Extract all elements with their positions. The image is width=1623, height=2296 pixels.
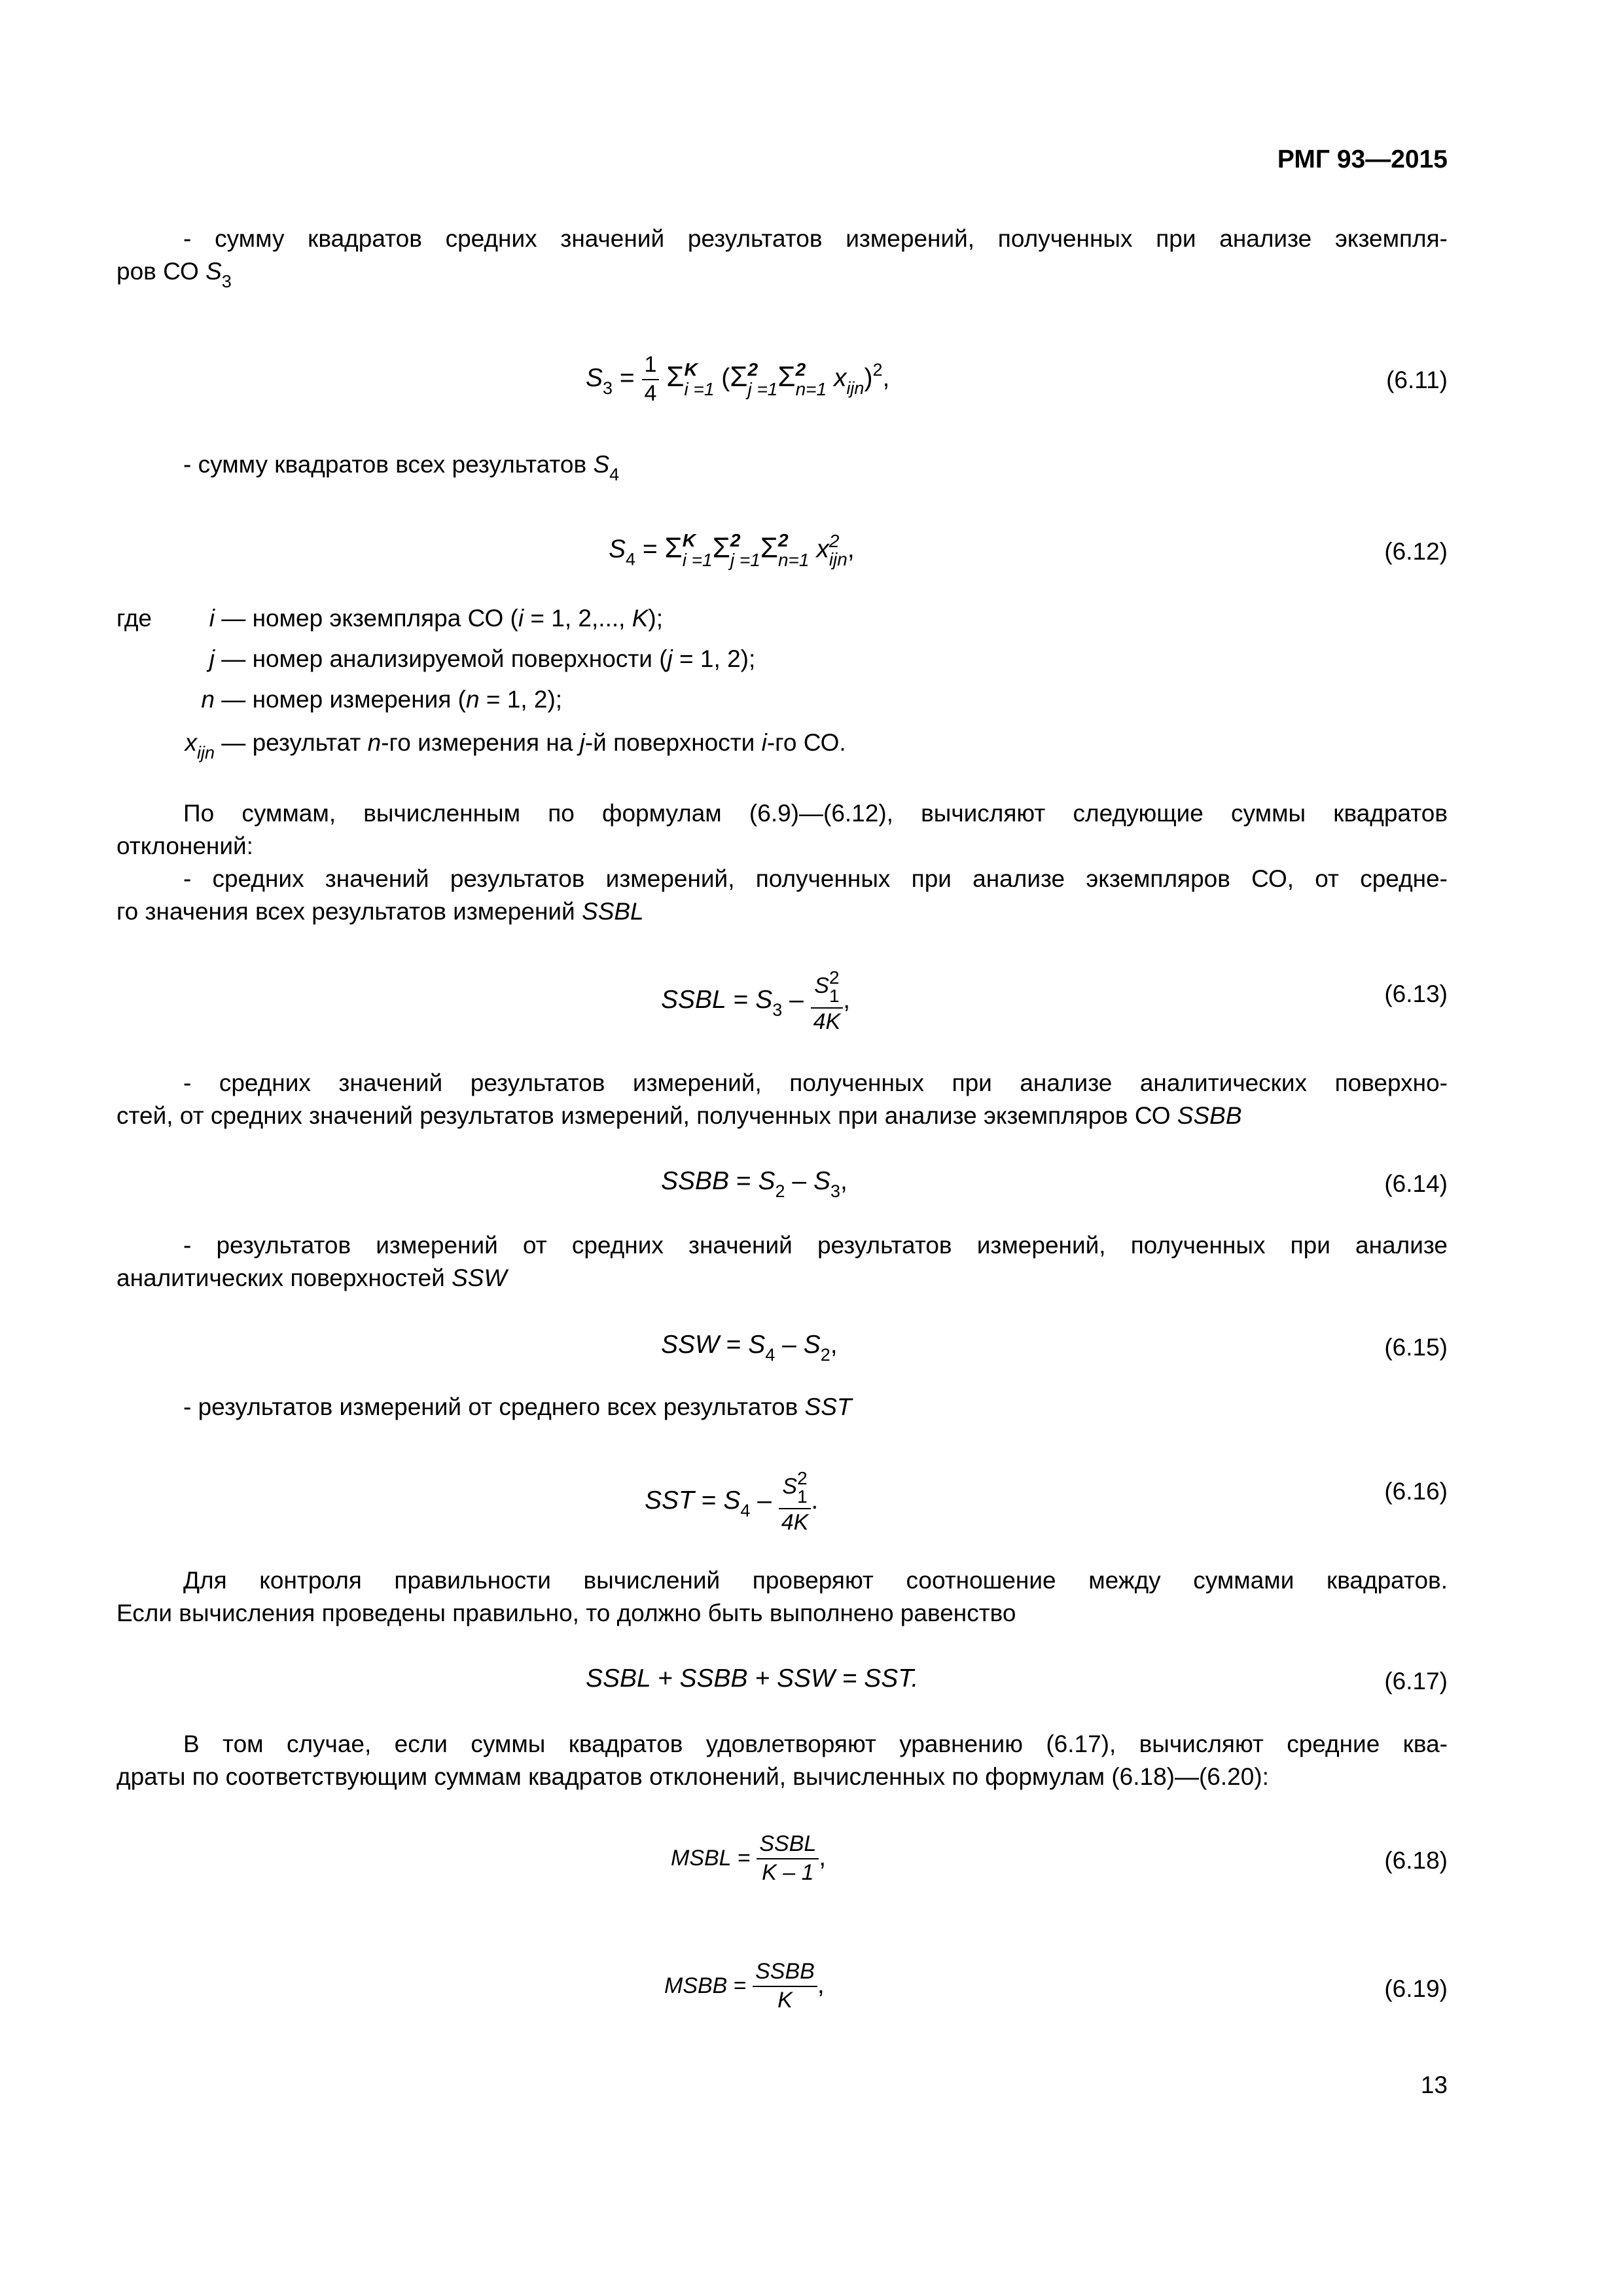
where-dash: — [215, 729, 253, 756]
numerator-symbol: S [814, 973, 829, 998]
equation-number-6-17: (6.17) [1384, 1668, 1448, 1695]
eq-lhs: SST [645, 1486, 694, 1515]
sum-symbol: Σ [666, 360, 685, 393]
eq-expression: SSBL + SSBB + SSW = SST. [586, 1664, 919, 1693]
eq-equals: = [694, 1486, 724, 1515]
sum-symbol: Σ [664, 531, 683, 564]
where-var: i [761, 729, 767, 756]
sum-limits: 2 n=1 [777, 530, 810, 570]
eq-term: S [755, 986, 773, 1014]
fraction [753, 1960, 817, 2012]
where-var: j [667, 645, 673, 672]
eq-term: S [723, 1486, 741, 1515]
sum-limits: 2 n=1 [795, 359, 827, 399]
numerator-text: SSBB [755, 1959, 815, 1984]
var-x-sub: ijn [846, 378, 865, 398]
symbol-subscript: 3 [221, 272, 232, 291]
where-dash: — [215, 686, 253, 713]
equation-number-6-18: (6.18) [1384, 1847, 1448, 1874]
numerator-sup: 2 [829, 967, 840, 988]
eq-equals: = [635, 535, 665, 564]
paragraph-text: стей, от средних значений результатов измерений, полученных при анализе экземпляров СО [116, 1102, 1177, 1129]
eq-term: S [748, 1331, 766, 1359]
var-x: x [816, 535, 829, 564]
comma: , [817, 1970, 825, 1999]
paragraph-text: аналитических поверхностей [116, 1265, 452, 1291]
symbol-ssbb: SSBB [1177, 1102, 1242, 1129]
eq-lhs: S [609, 535, 626, 564]
fraction-numerator: 1 [642, 353, 660, 380]
eq-equals: = [719, 1331, 749, 1359]
where-text: номер измерения ( [252, 686, 466, 713]
fraction [757, 1833, 819, 1884]
sum-symbol: Σ [712, 531, 730, 564]
sum-limits: K i =1 [682, 530, 713, 570]
equation-number-6-16: (6.16) [1384, 1478, 1448, 1505]
symbol-ssw: SSW [452, 1265, 507, 1291]
equation-6-17 [586, 1666, 918, 1691]
eq-lhs-sub: 3 [603, 378, 613, 398]
denominator-text: 4K [813, 1009, 841, 1034]
eq-term-sub: 4 [740, 1501, 751, 1521]
equation-6-19 [664, 1960, 825, 2012]
list-dash: - [183, 451, 198, 478]
symbol-s: S [593, 451, 610, 478]
paragraph-sums-line1: По суммам, вычисленным по формулам (6.9)—(6.12), вычисляют следующие суммы квадратов [183, 800, 1448, 827]
comma: , [840, 1167, 847, 1195]
fraction-numerator [811, 969, 844, 1009]
fraction-denominator [811, 1009, 844, 1034]
eq-minus: – [750, 1486, 779, 1515]
sum-limits: K i =1 [684, 359, 715, 399]
numerator-sub: 1 [829, 986, 840, 1006]
where-text: номер экземпляра СО ( [252, 605, 518, 632]
paragraph-ssbl-line2 [116, 895, 644, 928]
eq-term-sub: 3 [830, 1181, 840, 1201]
sum-symbol: Σ [760, 531, 778, 564]
eq-term: S [803, 1331, 821, 1359]
paragraph-sums-line2: отклонений: [116, 833, 253, 859]
document-code-header: РМГ 93—2015 [1277, 145, 1448, 173]
paragraph-ssw-line2 [116, 1262, 507, 1295]
paragraph-text: результатов измерений от средних значений результатов измерений, полученных при анализе [216, 1232, 1448, 1259]
equation-number-6-12: (6.12) [1384, 538, 1448, 565]
equation-number-6-15: (6.15) [1384, 1334, 1448, 1361]
where-text: = 1, 2,..., [524, 605, 632, 632]
numerator-scripts [829, 969, 840, 1005]
eq-equals: = [731, 1845, 757, 1871]
paragraph-control-line2: Если вычисления проведены правильно, то должно быть выполнено равенство [116, 1600, 1016, 1626]
numerator-symbol: S [782, 1473, 798, 1499]
list-dash: - [183, 865, 213, 892]
eq-lhs: S [586, 363, 603, 392]
eq-lhs: SSW [661, 1331, 719, 1359]
fraction-numerator [753, 1960, 817, 1987]
where-text: -й поверхности [584, 729, 762, 756]
fraction-numerator [779, 1469, 812, 1509]
list-dash: - [183, 1393, 198, 1420]
paragraph-text: го значения всех результатов измерений [116, 898, 582, 925]
equation-number-6-13: (6.13) [1384, 980, 1448, 1007]
paragraph-text: сумму квадратов средних значений результатов измерений, полученных при анализе экземпля- [215, 225, 1448, 252]
numerator-sub: 1 [797, 1486, 808, 1507]
where-text: результат [252, 729, 368, 756]
symbol-ssbl: SSBL [582, 898, 644, 925]
eq-equals: = [726, 986, 756, 1014]
where-symbol: j [209, 645, 215, 672]
equation-6-11 [586, 353, 889, 405]
symbol-subscript: 4 [609, 465, 620, 484]
paren-open: ( [721, 363, 730, 392]
where-dash: — [215, 645, 253, 672]
eq-equals: = [729, 1167, 758, 1195]
paren-close: ) [864, 363, 873, 392]
sum-symbol: Σ [777, 360, 796, 393]
fraction-denominator [757, 1859, 819, 1885]
denominator-text: K – 1 [762, 1859, 814, 1885]
eq-equals: = [727, 1973, 753, 1998]
eq-term-sub: 3 [772, 1000, 783, 1020]
where-text: = 1, 2); [672, 645, 756, 672]
where-row-xijn [116, 726, 846, 769]
equation-number-6-14: (6.14) [1384, 1170, 1448, 1197]
comma: , [830, 1331, 838, 1359]
fraction [811, 969, 844, 1034]
page-number: 13 [1420, 2072, 1448, 2098]
eq-minus: – [785, 1167, 813, 1195]
eq-lhs: SSBL [661, 986, 726, 1014]
denominator-text: K [777, 1987, 793, 2013]
where-text: -го СО. [766, 729, 846, 756]
eq-equals: = [613, 363, 642, 392]
paragraph-ssbb-line2 [116, 1100, 1242, 1132]
sum-limits: 2 j =1 [730, 530, 760, 570]
equation-number-6-19: (6.19) [1384, 1975, 1448, 2002]
fraction-denominator [779, 1509, 812, 1535]
where-var: n [367, 729, 382, 756]
list-dash: - [183, 1069, 219, 1096]
where-symbol-sub: ijn [196, 743, 215, 762]
fraction-denominator: 4 [644, 380, 657, 406]
paragraph-text: средних значений результатов измерений, полученных при анализе экземпляров СО, от средне- [212, 865, 1448, 892]
where-var: K [632, 605, 649, 632]
where-label: где [116, 605, 152, 632]
equation-6-12 [609, 531, 855, 569]
paragraph-ssbb-line1 [183, 1067, 1448, 1100]
equation-6-13 [661, 969, 850, 1034]
equation-number-6-11: (6.11) [1386, 367, 1448, 393]
var-x-scripts: 2 ijn [829, 531, 847, 569]
paragraph-sst [183, 1391, 851, 1424]
paragraph-text: результатов измерений от среднего всех результатов [198, 1393, 805, 1420]
fraction [779, 1469, 812, 1535]
where-symbol: x [185, 729, 197, 756]
where-row-i [116, 602, 663, 635]
numerator-text: SSBL [759, 1831, 817, 1856]
eq-term: S [813, 1167, 830, 1195]
symbol-s: S [205, 258, 222, 285]
symbol-sst: SST [804, 1393, 852, 1420]
denominator-text: 4K [781, 1510, 809, 1535]
paragraph-s3-intro-line1 [183, 223, 1448, 255]
paragraph-ssw-line1 [183, 1229, 1448, 1262]
where-text: номер анализируемой поверхности ( [252, 645, 668, 672]
where-text: = 1, 2); [479, 686, 563, 713]
eq-lhs: MSBB [664, 1973, 728, 1998]
paragraph-case-line1: В том случае, если суммы квадратов удовлетворяют уравнению (6.17), вычисляют средние ква- [183, 1731, 1448, 1757]
where-row-j [116, 643, 755, 675]
paragraph-case-line2: драты по соответствующим суммам квадратов отклонений, вычисленных по формулам (6.18)—(6.20): [116, 1763, 1269, 1790]
comma: , [847, 535, 855, 564]
fraction-one-quarter [642, 353, 660, 405]
eq-minus: – [775, 1331, 804, 1359]
comma: , [843, 986, 851, 1014]
eq-term-sub: 4 [765, 1345, 776, 1365]
eq-term-sub: 2 [820, 1345, 830, 1365]
var-x: x [833, 363, 847, 392]
equation-6-18 [671, 1833, 826, 1884]
fraction-numerator [757, 1833, 819, 1859]
numerator-scripts [797, 1469, 808, 1506]
fraction-denominator [753, 1987, 817, 2013]
where-var: j [579, 729, 585, 756]
paragraph-text: сумму квадратов всех результатов [198, 451, 594, 478]
comma: , [819, 1842, 827, 1871]
eq-lhs: SSBB [661, 1167, 730, 1195]
where-var: i [518, 605, 524, 632]
paragraph-ssbl-line1 [183, 863, 1448, 895]
power: 2 [872, 359, 883, 380]
numerator-sup: 2 [797, 1468, 808, 1488]
sum-limits: 2 j =1 [747, 359, 778, 399]
where-row-n [116, 683, 562, 716]
list-dash: - [183, 1232, 217, 1259]
sum-symbol: Σ [730, 360, 748, 393]
comma: , [882, 363, 890, 392]
eq-lhs-sub: 4 [626, 549, 636, 569]
list-dash: - [183, 225, 215, 252]
where-text: ); [648, 605, 663, 632]
where-dash: — [215, 605, 253, 632]
paragraph-s3-intro-line2 [116, 255, 232, 298]
paragraph-control-line1: Для контроля правильности вычислений проверяют соотношение между суммами квадратов. [183, 1567, 1448, 1594]
eq-minus: – [782, 986, 811, 1014]
where-var: n [466, 686, 480, 713]
period: . [811, 1486, 819, 1515]
paragraph-text: средних значений результатов измерений, полученных при анализе аналитических поверхно- [219, 1069, 1448, 1096]
equation-6-14 [661, 1168, 847, 1200]
eq-lhs: MSBL [671, 1845, 732, 1871]
where-text: -го измерения на [381, 729, 580, 756]
equation-6-16 [645, 1469, 818, 1535]
eq-term-sub: 2 [775, 1181, 785, 1201]
eq-term: S [758, 1167, 776, 1195]
where-symbol: i [209, 605, 215, 632]
paragraph-s4-intro [183, 448, 619, 491]
where-symbol: n [201, 686, 215, 713]
equation-6-15 [661, 1332, 838, 1364]
paragraph-text: ров СО [116, 258, 206, 285]
